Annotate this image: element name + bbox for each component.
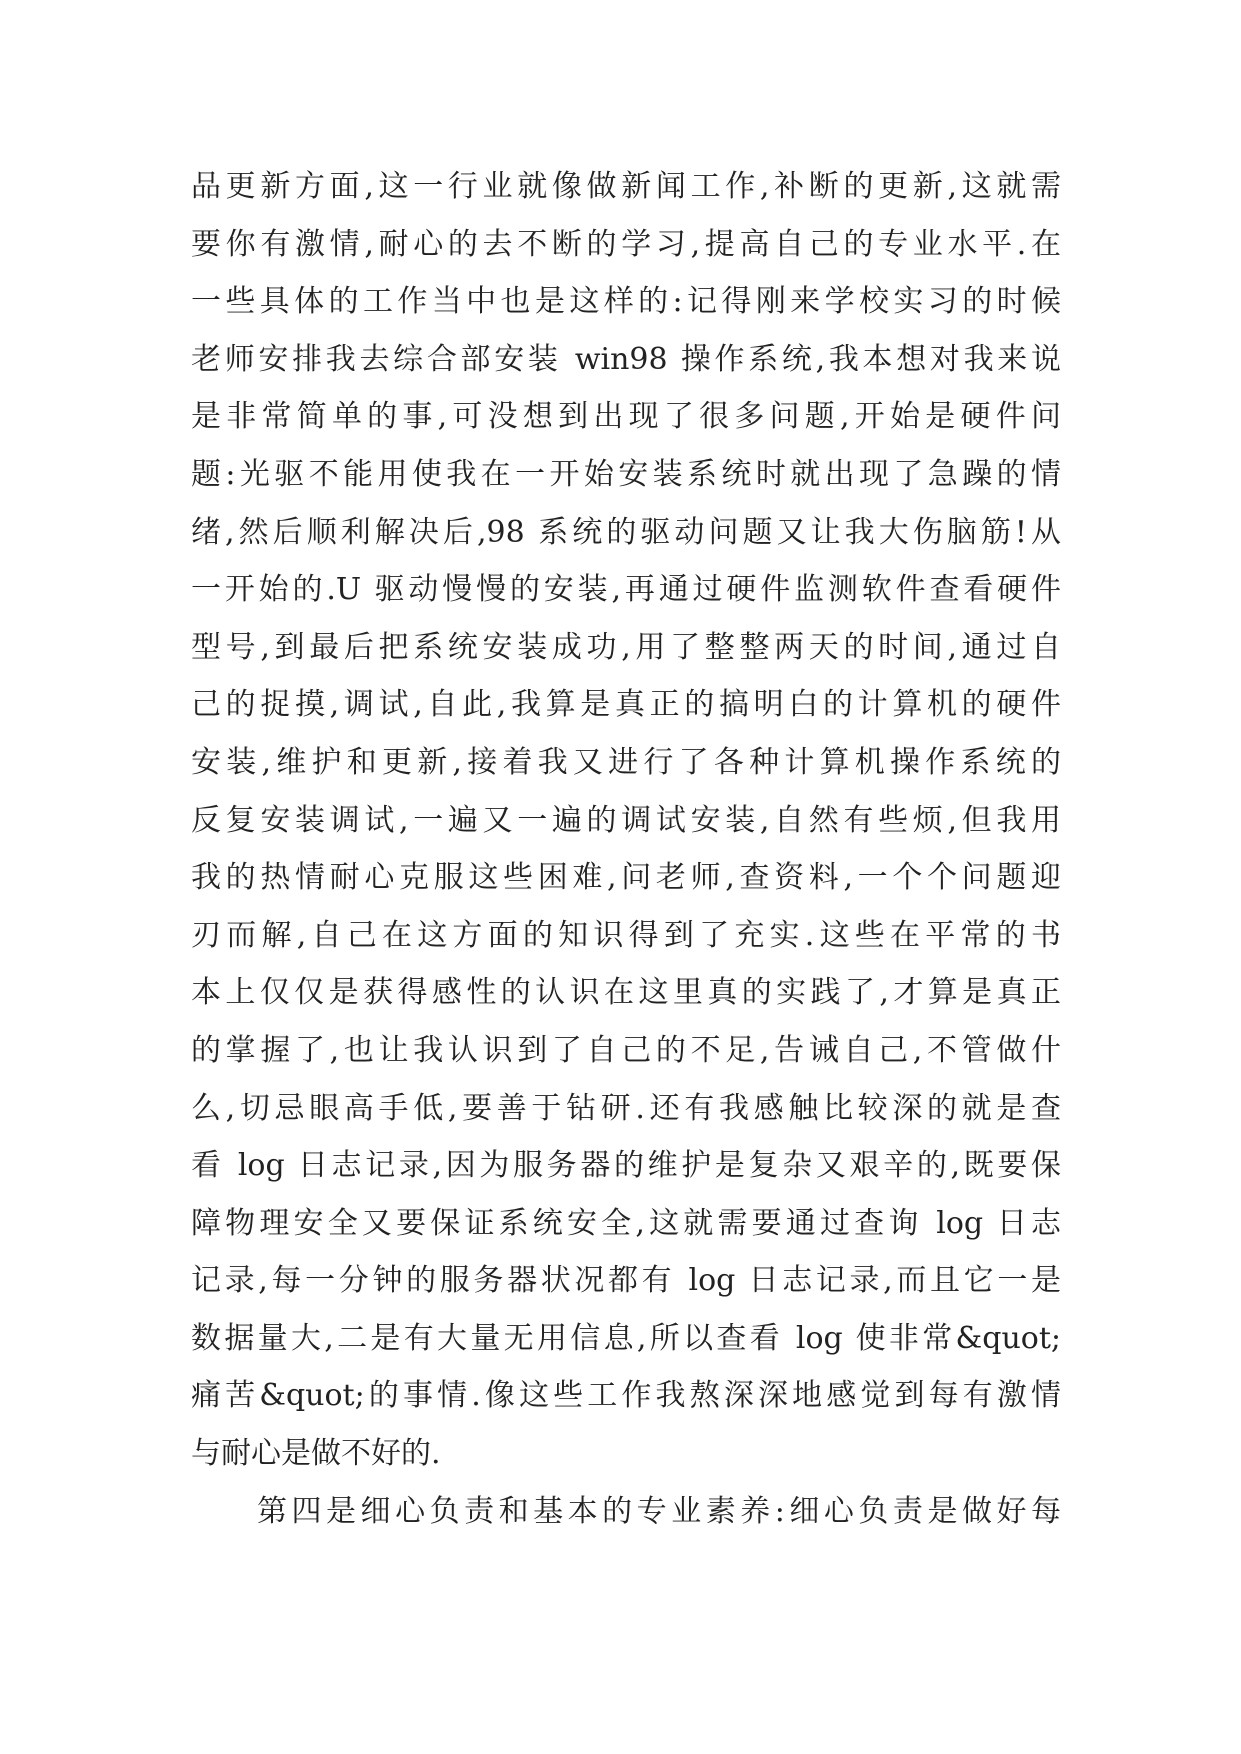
text-line: 刃而解,自己在这方面的知识得到了充实.这些在平常的书 xyxy=(191,917,1061,953)
text-line: 障物理安全又要保证系统安全,这就需要通过查询 log 日志 xyxy=(191,1205,1061,1241)
body-text xyxy=(191,158,1061,1540)
text-line: 是非常简单的事,可没想到出现了很多问题,开始是硬件问 xyxy=(191,399,1061,435)
paragraph-start-line: 第四是细心负责和基本的专业素养:细心负责是做好每 xyxy=(257,1493,1061,1529)
text-line: 型号,到最后把系统安装成功,用了整整两天的时间,通过自 xyxy=(191,629,1061,665)
text-line: 一些具体的工作当中也是这样的:记得刚来学校实习的时候 xyxy=(191,284,1061,320)
text-line: 题:光驱不能用使我在一开始安装系统时就出现了急躁的情 xyxy=(191,456,1061,492)
text-line: 么,切忌眼高手低,要善于钻研.还有我感触比较深的就是查 xyxy=(191,1090,1061,1126)
text-line: 绪,然后顺利解决后,98 系统的驱动问题又让我大伤脑筋!从 xyxy=(191,514,1061,550)
text-line: 数据量大,二是有大量无用信息,所以查看 log 使非常&quot; xyxy=(191,1320,1061,1356)
text-line: 本上仅仅是获得感性的认识在这里真的实践了,才算是真正 xyxy=(191,975,1061,1011)
text-line: 己的捉摸,调试,自此,我算是真正的搞明白的计算机的硬件 xyxy=(191,687,1061,723)
text-line: 安装,维护和更新,接着我又进行了各种计算机操作系统的 xyxy=(191,744,1061,780)
text-line: 我的热情耐心克服这些困难,问老师,查资料,一个个问题迎 xyxy=(191,860,1061,896)
text-line: 一开始的.U 驱动慢慢的安装,再通过硬件监测软件查看硬件 xyxy=(191,572,1061,608)
text-line: 要你有激情,耐心的去不断的学习,提高自己的专业水平.在 xyxy=(191,226,1061,262)
text-line: 看 log 日志记录,因为服务器的维护是复杂又艰辛的,既要保 xyxy=(191,1148,1061,1184)
text-line: 品更新方面,这一行业就像做新闻工作,补断的更新,这就需 xyxy=(191,169,1061,204)
text-line: 记录,每一分钟的服务器状况都有 log 日志记录,而且它一是 xyxy=(191,1263,1061,1299)
text-line: 痛苦&quot;的事情.像这些工作我熬深深地感觉到每有激情 xyxy=(191,1378,1061,1414)
text-line: 反复安装调试,一遍又一遍的调试安装,自然有些烦,但我用 xyxy=(191,802,1061,838)
text-line: 老师安排我去综合部安装 win98 操作系统,我本想对我来说 xyxy=(191,341,1061,377)
paragraph-end-line: 与耐心是做不好的. xyxy=(191,1436,441,1472)
text-line: 的掌握了,也让我认识到了自己的不足,告诫自己,不管做什 xyxy=(191,1032,1061,1068)
